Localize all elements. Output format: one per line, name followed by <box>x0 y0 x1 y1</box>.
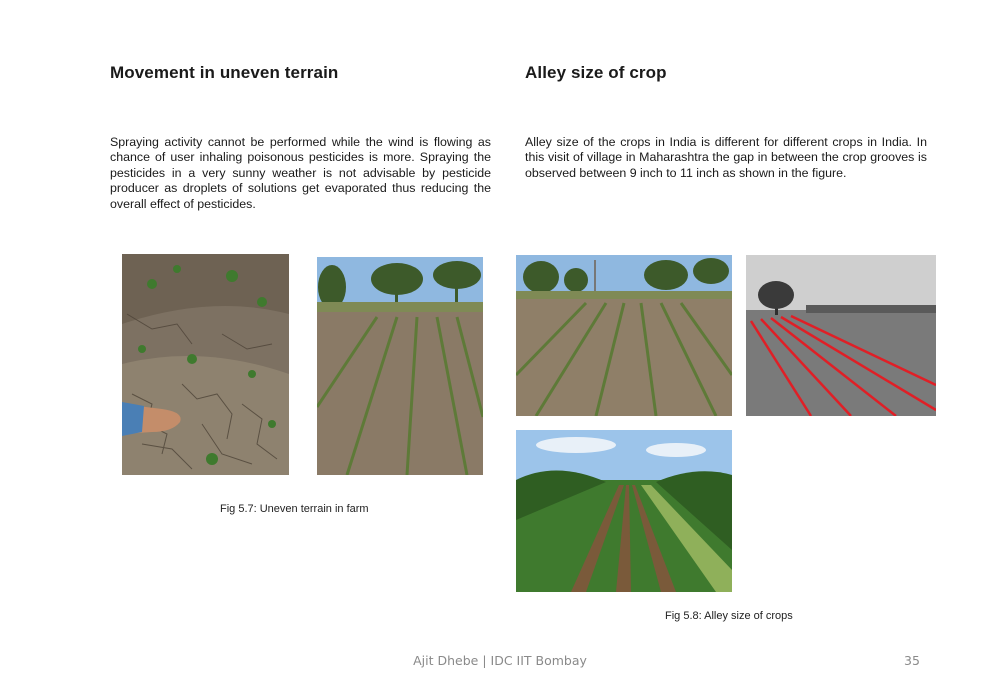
paragraph-uneven-terrain: Spraying activity cannot be performed while the wind is flowing as chance of user inhaling poisonous pesticides is more. Spraying the pesticides in a very sunny weather is not advisable by pesticide producer as droplets of solutions get evaporated thus reducing the overall effect of pesticides. <box>110 135 491 211</box>
photo-field-alley-rows <box>516 255 732 416</box>
photo-field-rows-trees <box>317 257 483 475</box>
figure-caption-5-7: Fig 5.7: Uneven terrain in farm <box>220 503 369 515</box>
section-heading-uneven-terrain: Movement in uneven terrain <box>110 63 339 82</box>
photo-cracked-soil <box>122 254 289 475</box>
photo-rows-highlighted-red <box>746 255 936 416</box>
footer-author: Ajit Dhebe | IDC IIT Bombay <box>413 653 587 668</box>
paragraph-alley-size: Alley size of the crops in India is different for different crops in India. In this visit of village in Maharashtra the gap in between the crop grooves is observed between 9 inch to 11 inch as shown in the figure. <box>525 135 927 180</box>
photo-green-crop-rows <box>516 430 732 592</box>
page-number: 35 <box>904 653 920 668</box>
section-heading-alley-size: Alley size of crop <box>525 63 667 82</box>
figure-caption-5-8: Fig 5.8: Alley size of crops <box>665 610 793 622</box>
